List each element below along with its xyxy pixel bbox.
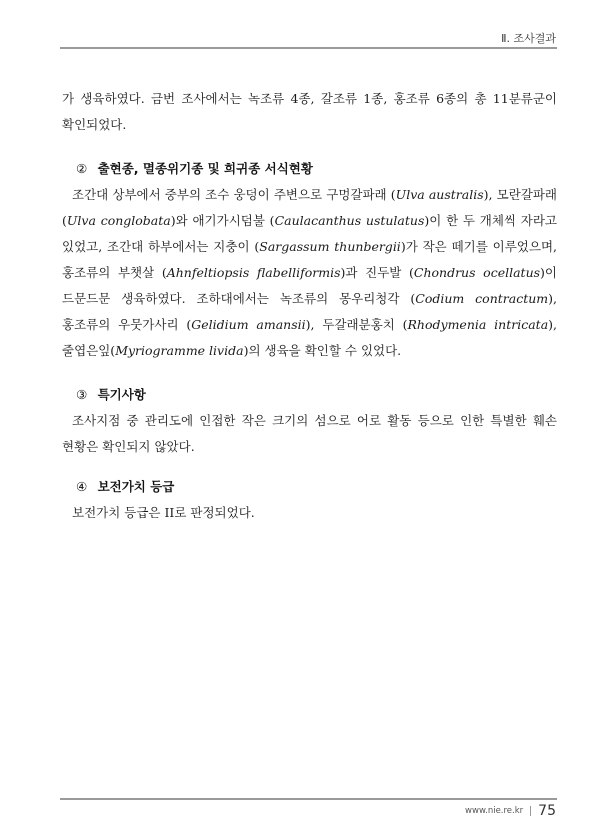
subheading-remarks <box>62 382 557 408</box>
subheading-title: 출현종, 멸종위기종 및 희귀종 서식현황 <box>97 161 313 176</box>
footer-separator <box>530 806 531 816</box>
page-body <box>62 86 557 526</box>
text-run: )과 진두발 ( <box>340 265 414 280</box>
scientific-name: Ahnfeltiopsis flabelliformis <box>166 265 341 280</box>
scientific-name: Sargassum thunbergii <box>259 239 401 254</box>
text-run: )이 한 두 개체씩 자라고 있었고, 조간대 하부에서는 지충이 ( <box>62 213 557 254</box>
text-run: 가 생육하였다. 금번 조사에서는 녹조류 4종, 갈조류 1종, 홍조류 6종의 총 11분류군이 확인되었다. <box>62 91 557 132</box>
text-run: )가 작은 떼기를 이루었으며, 홍조류의 부챗살 ( <box>62 239 557 280</box>
remarks-paragraph <box>62 408 557 460</box>
subheading-title: 특기사항 <box>97 387 146 402</box>
subheading-title: 보전가치 등급 <box>97 479 175 494</box>
scientific-name: Rhodymenia intricata <box>407 317 549 332</box>
conservation-paragraph <box>62 500 557 526</box>
scientific-name: Caulacanthus ustulatus <box>274 213 425 228</box>
scientific-name: Codium contractum <box>415 291 549 306</box>
scientific-name: Ulva conglobata <box>66 213 171 228</box>
scientific-name: Gelidium amansii <box>191 317 306 332</box>
subheading-conservation-grade <box>62 474 557 500</box>
text-run: ), 모란갈파래 ( <box>62 187 557 228</box>
text-run: 조사지점 중 관리도에 인접한 작은 크기의 섬으로 어로 활동 등으로 인한 특별한 훼손 현황은 확인되지 않았다. <box>62 413 557 454</box>
section-tag: Ⅱ. 조사결과 <box>501 32 556 45</box>
intro-paragraph <box>62 86 557 138</box>
text-run: ), 줄엽은잎( <box>62 317 558 358</box>
scientific-name: Myriogramme livida <box>115 343 244 358</box>
text-run: )이 드문드문 생육하였다. 조하대에서는 녹조류의 몽우리청각 ( <box>62 265 557 306</box>
text-run: )와 애기가시덤불 ( <box>170 213 275 228</box>
subheading-occurrence-species <box>62 156 557 182</box>
footer-url[interactable]: www.nie.re.kr <box>465 806 524 816</box>
text-run: ), 홍조류의 우뭇가사리 ( <box>62 291 557 332</box>
subheading-number: ③ <box>76 387 88 402</box>
scientific-name: Ulva australis <box>395 187 484 202</box>
page-number: 75 <box>538 803 556 819</box>
subheading-number: ② <box>76 161 88 176</box>
text-run: 보전가치 등급은 II로 판정되었다. <box>72 505 255 520</box>
text-run: )의 생육을 확인할 수 있었다. <box>243 343 402 358</box>
occurrence-paragraph <box>62 182 557 364</box>
text-run: 조간대 상부에서 중부의 조수 웅덩이 주변으로 구멍갈파래 ( <box>72 187 396 202</box>
header-rule <box>60 47 557 49</box>
footer-rule <box>60 798 557 800</box>
scientific-name: Chondrus ocellatus <box>413 265 541 280</box>
subheading-number: ④ <box>76 479 88 494</box>
page-footer <box>465 803 556 819</box>
text-run: ), 두갈래분홍치 ( <box>305 317 408 332</box>
